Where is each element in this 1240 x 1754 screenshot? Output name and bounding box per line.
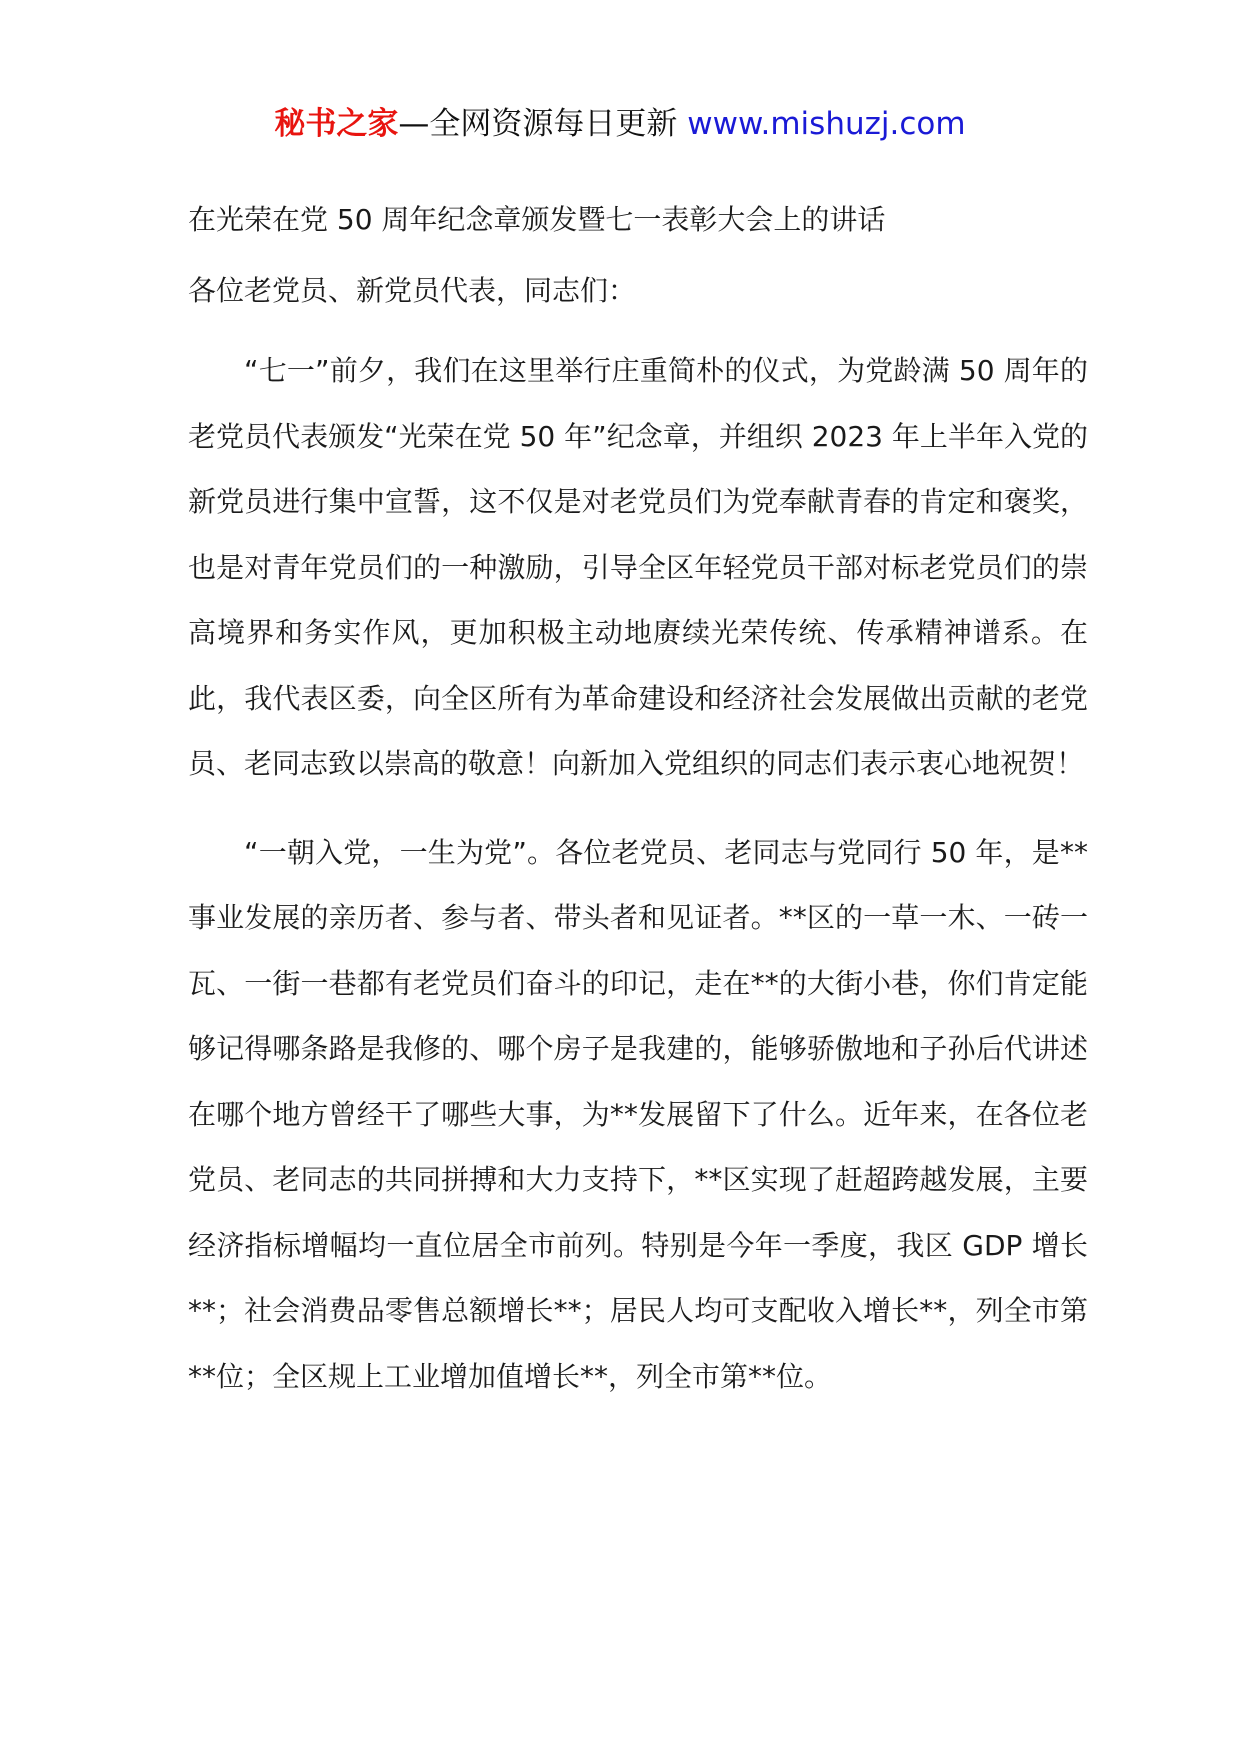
site-tagline: —全网资源每日更新	[398, 106, 678, 142]
document-title: 在光荣在党 50 周年纪念章颁发暨七一表彰大会上的讲话	[188, 203, 886, 236]
paragraph-1: “七一”前夕，我们在这里举行庄重简朴的仪式，为党龄满 50 周年的老党员代表颁发“光荣在党 50 年”纪念章，并组织 2023 年上半年入党的新党员进行集中宣誓，这不仅是对老党员们为党奉献青春的肯定和褒奖，也是对青年党员们的一种激励，引导全区年轻党员干部对标老党员们的崇高境界和务实作风，更加积极主动地赓续光荣传统、传承精神谱系。在此，我代表区委，向全区所有为革命建设和经济社会发展做出贡献的老党员、老同志致以崇高的敬意！向新加入党组织的同志们表示衷心地祝贺！	[188, 354, 1088, 780]
site-header	[0, 100, 1240, 148]
salutation: 各位老党员、新党员代表，同志们：	[188, 274, 637, 307]
document-body	[188, 196, 1088, 1409]
site-url-link[interactable]: www.mishuzj.com	[687, 106, 966, 142]
site-brand: 秘书之家	[274, 106, 399, 142]
paragraph-2: “一朝入党，一生为党”。各位老党员、老同志与党同行 50 年，是**事业发展的亲历者、参与者、带头者和见证者。**区的一草一木、一砖一瓦、一街一巷都有老党员们奋斗的印记，走在**的大街小巷，你们肯定能够记得哪条路是我修的、哪个房子是我建的，能够骄傲地和子孙后代讲述在哪个地方曾经干了哪些大事，为**发展留下了什么。近年来，在各位老党员、老同志的共同拼搏和大力支持下，**区实现了赶超跨越发展，主要经济指标增幅均一直位居全市前列。特别是今年一季度，我区 GDP 增长**；社会消费品零售总额增长**；居民人均可支配收入增长**，列全市第**位；全区规上工业增加值增长**，列全市第**位。	[188, 835, 1088, 1393]
